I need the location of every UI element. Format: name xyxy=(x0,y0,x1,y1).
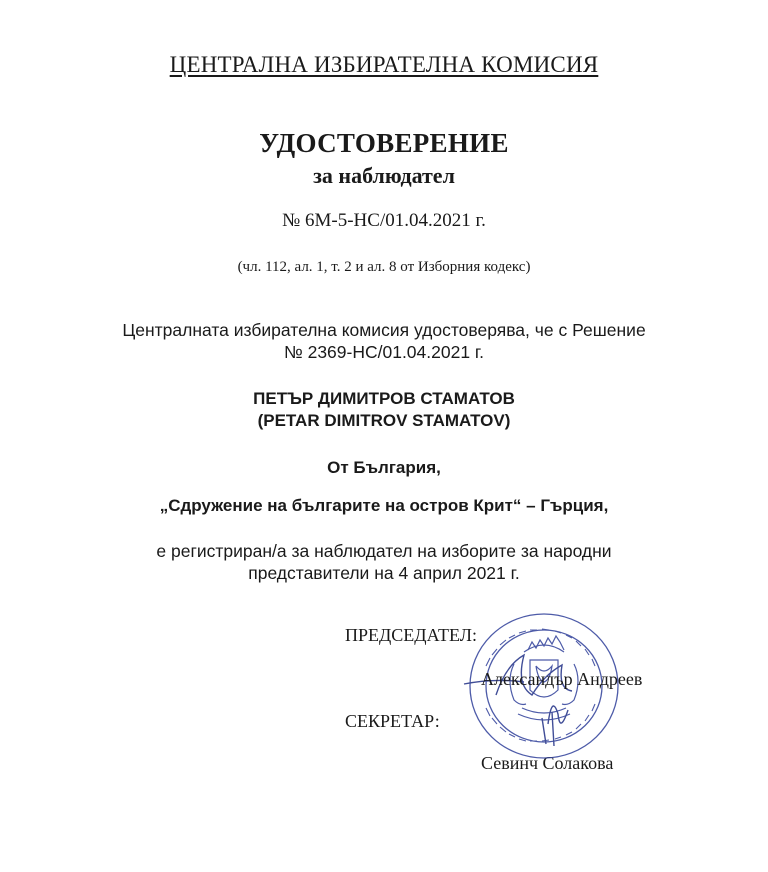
decision-line-1: Централната избирателна комисия удостоверява, че с Решение xyxy=(122,320,646,340)
secretary-name: Севинч Солакова xyxy=(481,753,614,773)
registration-line-1: е регистриран/а за наблюдател на изборите за народни xyxy=(156,541,612,561)
observer-country: От България, xyxy=(327,458,441,477)
chairman-name: Александър Андреев xyxy=(481,669,643,689)
observer-organization: „Сдружение на българите на остров Крит“ – Гърция, xyxy=(159,496,609,515)
commission-header: ЦЕНТРАЛНА ИЗБИРАТЕЛНА КОМИСИЯ xyxy=(169,52,599,77)
legal-basis: (чл. 112, ал. 1, т. 2 и ал. 8 от Изборния кодекс) xyxy=(237,259,531,275)
certificate-number: № 6М-5-НС/01.04.2021 г. xyxy=(282,210,486,231)
chairman-label: ПРЕДСЕДАТЕЛ: xyxy=(345,625,477,645)
decision-line-2: № 2369-НС/01.04.2021 г. xyxy=(283,342,485,362)
registration-line-2: представители на 4 април 2021 г. xyxy=(248,563,520,583)
observer-name-latin: (PETAR DIMITROV STAMATOV) xyxy=(257,411,511,430)
certificate-subtitle: за наблюдател xyxy=(313,163,455,188)
observer-name-bg: ПЕТЪР ДИМИТРОВ СТАМАТОВ xyxy=(253,389,515,408)
secretary-label: СЕКРЕТАР: xyxy=(345,711,440,731)
certificate-title: УДОСТОВЕРЕНИЕ xyxy=(259,128,509,158)
